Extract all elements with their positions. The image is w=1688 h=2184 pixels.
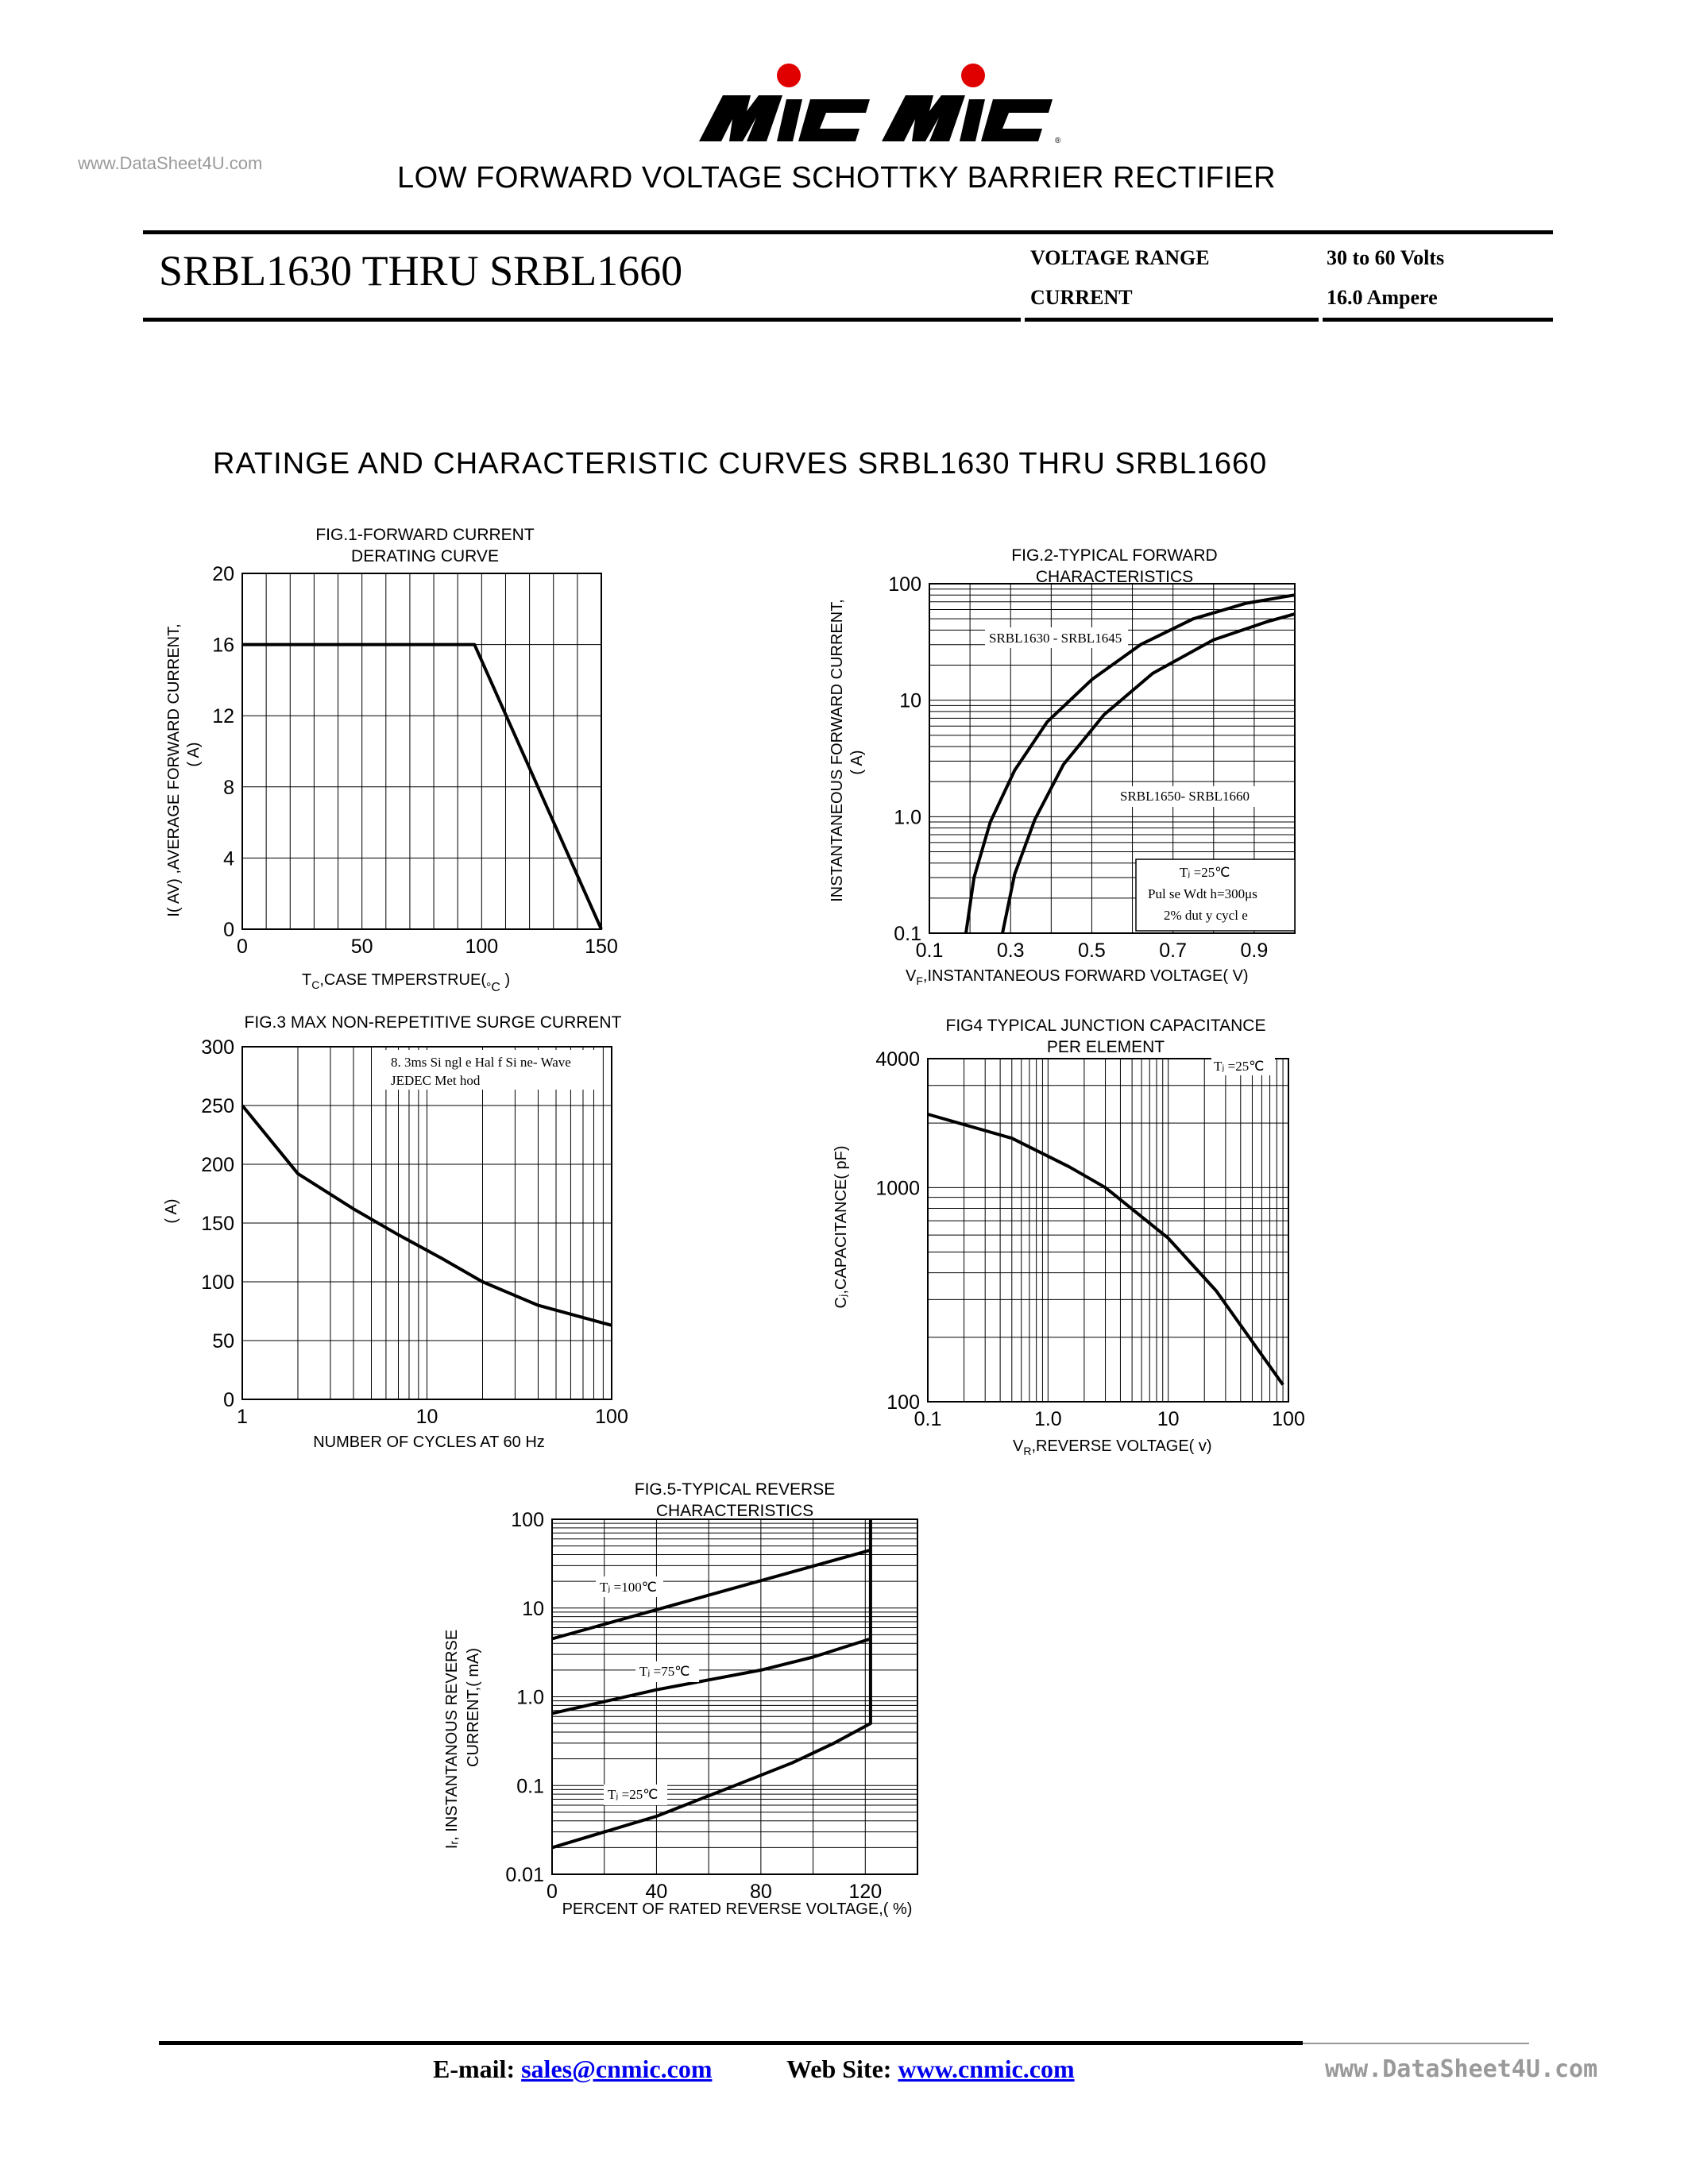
site-link[interactable]: www.cnmic.com [898, 2055, 1075, 2083]
fig4-xtick-label: 0.1 [914, 1408, 942, 1430]
fig2-ylabel-line1: INSTANTANEOUS FORWARD CURRENT, [829, 599, 846, 902]
fig5-ylabel-line2: CURRENT,( mA) [465, 1648, 482, 1767]
fig2-series1-label: SRBL1630 - SRBL1645 [989, 631, 1122, 646]
fig4-ytick-label: 1000 [875, 1177, 920, 1200]
fig5-xtick-label: 0 [547, 1881, 558, 1903]
fig4-ytick-label: 100 [886, 1391, 920, 1414]
fig3-ytick-label: 200 [201, 1154, 234, 1176]
spec-value-voltage: 30 to 60 Volts [1327, 246, 1445, 269]
fig1-ytick-label: 20 [212, 563, 234, 585]
fig5-xtick-label: 120 [848, 1881, 883, 1903]
fig3-xlabel: NUMBER OF CYCLES AT 60 Hz [313, 1433, 545, 1451]
fig1-xtick-label: 150 [585, 936, 618, 958]
fig4-ytick-label: 4000 [875, 1048, 920, 1071]
fig4-title-line1: FIG4 TYPICAL JUNCTION CAPACITANCE [945, 1017, 1266, 1035]
fig2-ytick-label: 100 [888, 573, 921, 596]
fig5-series-line-2 [552, 1519, 871, 1847]
watermark-top[interactable]: www.DataSheet4U.com [78, 153, 263, 173]
fig2-ylabel-line2: ( A) [848, 750, 866, 775]
fig5-title-line1: FIG.5-TYPICAL REVERSE [634, 1480, 836, 1499]
fig3-xtick-label: 10 [415, 1406, 438, 1428]
fig5-ytick-label: 100 [511, 1509, 544, 1531]
fig5-label-25: Tⱼ =25℃ [608, 1787, 659, 1802]
fig2-title-line1: FIG.2-TYPICAL FORWARD [1011, 546, 1218, 565]
fig1-xtick-label: 100 [465, 936, 499, 958]
footer-rule [159, 2041, 1303, 2045]
fig2-xtick-label: 0.5 [1078, 940, 1106, 962]
fig2-annot-pulse: Pul se Wdt h=300μs [1148, 886, 1257, 901]
fig1-ytick-label: 0 [223, 919, 234, 941]
fig3-ytick-label: 300 [201, 1036, 234, 1059]
fig1-xlabel: $T_C,CASE$ $TMPERSTRUE(_{^\circ C}$ ) [302, 971, 511, 994]
footer-site [786, 2055, 1075, 2084]
footer-email [433, 2055, 712, 2084]
fig1-ytick-label: 16 [212, 634, 234, 657]
fig5-title-line2: CHARACTERISTICS [655, 1502, 814, 1520]
fig2-ytick-label: 1.0 [894, 806, 921, 829]
fig5-xlabel: PERCENT OF RATED REVERSE VOLTAGE,( %) [562, 1900, 913, 1918]
fig3-ytick-label: 250 [201, 1095, 234, 1117]
fig5-ytick-label: 0.01 [505, 1864, 544, 1886]
fig5-ytick-label: 1.0 [516, 1686, 544, 1709]
fig2-ytick-label: 0.1 [894, 923, 921, 945]
fig1-ylabel-line1: I( AV) ,AVERAGE FORWARD CURRENT, [165, 623, 183, 917]
fig5-ytick-label: 10 [522, 1597, 544, 1620]
fig1-ylabel-line2: ( A) [185, 742, 203, 767]
fig3-ylabel: ( A) [163, 1198, 180, 1224]
email-label: E-mail: [433, 2055, 516, 2083]
spec-value-current: 16.0 Ampere [1327, 286, 1438, 309]
part-range-title: SRBL1630 THRU SRBL1660 [159, 247, 683, 295]
fig3-xtick-label: 1 [237, 1406, 248, 1428]
fig5-label-100: Tⱼ =100℃ [600, 1580, 657, 1595]
watermark-bottom[interactable]: www.DataSheet4U.com [1325, 2055, 1598, 2083]
fig2-title-line2: CHARACTERISTICS [1035, 568, 1194, 586]
email-link[interactable]: sales@cnmic.com [521, 2055, 713, 2083]
fig1-title-line1: FIG.1-FORWARD CURRENT [315, 526, 535, 544]
fig4-title-line2: PER ELEMENT [1046, 1038, 1165, 1056]
fig1-ytick-label: 12 [212, 705, 234, 728]
fig4-xlabel: $V_R,REVERSE$ VOLTAGE( v) [1013, 1437, 1212, 1457]
fig5-label-75: Tⱼ =75℃ [639, 1664, 690, 1679]
fig4-xtick-label: 1.0 [1033, 1408, 1062, 1430]
fig3-ytick-label: 50 [212, 1330, 234, 1352]
fig5-ylabel-line1: Iᵣ, INSTANTANOUS REVERSE [443, 1629, 461, 1850]
fig5-xtick-label: 40 [645, 1881, 668, 1903]
fig2-xtick-label: 0.1 [915, 940, 944, 962]
fig2-xlabel: $V_F,INSTANTANEOUS$ FORWARD VOLTAGE( V) [906, 967, 1249, 987]
fig4-xtick-label: 100 [1272, 1408, 1305, 1430]
fig5-ytick-label: 0.1 [516, 1775, 544, 1798]
spec-label-current: CURRENT [1030, 286, 1133, 309]
fig3-xtick-label: 100 [595, 1406, 628, 1428]
document-title: LOW FORWARD VOLTAGE SCHOTTKY BARRIER RECTIFIER [397, 161, 1277, 195]
footer-rule-grey [1303, 2043, 1529, 2044]
fig5-series-line-1 [552, 1639, 871, 1714]
fig2-ytick-label: 10 [899, 689, 921, 712]
spec-label-voltage: VOLTAGE RANGE [1030, 246, 1210, 269]
fig2-annot-tj: Tⱼ =25℃ [1180, 865, 1230, 880]
fig2-series2-label: SRBL1650- SRBL1660 [1120, 789, 1250, 804]
fig3-annot-line1: 8. 3ms Si ngl e Hal f Si ne- Wave [391, 1055, 571, 1070]
site-label: Web Site: [786, 2055, 892, 2083]
section-title: RATINGE AND CHARACTERISTIC CURVES SRBL1630 THRU SRBL1660 [213, 447, 1268, 480]
fig3-annot-line2: JEDEC Met hod [391, 1073, 481, 1088]
fig3-ytick-label: 150 [201, 1213, 234, 1235]
fig5-xtick-label: 80 [749, 1881, 772, 1903]
fig2-xtick-label: 0.3 [996, 940, 1025, 962]
fig4-annot-tj: Tⱼ =25℃ [1214, 1059, 1265, 1074]
fig1-title-line2: DERATING CURVE [351, 547, 499, 565]
fig1-xtick-label: 50 [350, 936, 373, 958]
fig3-ytick-label: 0 [223, 1389, 234, 1411]
fig2-xtick-label: 0.7 [1159, 940, 1188, 962]
fig1-ytick-label: 8 [223, 776, 234, 799]
fig2-annot-duty: 2% dut y cycl e [1164, 908, 1248, 923]
fig1-xtick-label: 0 [237, 936, 248, 958]
fig3-ytick-label: 100 [201, 1271, 234, 1294]
fig3-title: FIG.3 MAX NON-REPETITIVE SURGE CURRENT [244, 1013, 622, 1032]
fig4-ylabel: Cⱼ,CAPACITANCE( pF) [832, 1145, 850, 1309]
fig2-xtick-label: 0.9 [1240, 940, 1269, 962]
fig4-xtick-label: 10 [1157, 1408, 1180, 1430]
svg-text:®: ® [1055, 137, 1061, 145]
fig1-ytick-label: 4 [223, 847, 234, 870]
